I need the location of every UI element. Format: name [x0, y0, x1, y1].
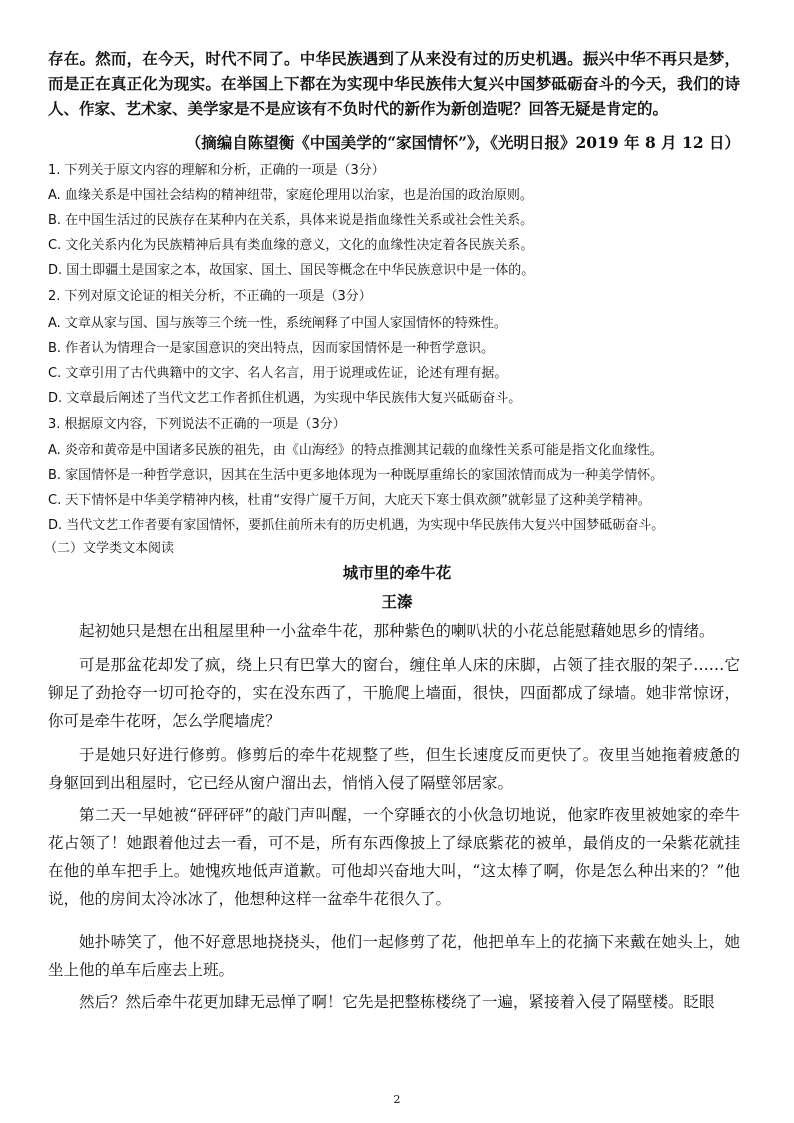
question-2-option-d: D. 文章最后阐述了当代文艺工作者抓住机遇，为实现中华民族伟大复兴砥砺奋斗。 [48, 391, 522, 406]
story-author: 王溱 [381, 592, 413, 611]
question-2-option-c: C. 文章引用了古代典籍中的文字、名人名言，用于说理或佐证，论述有理有据。 [48, 366, 508, 381]
question-1-option-d: D. 国土即疆土是国家之本，故国家、国土、国民等概念在中华民族意识中是一体的。 [48, 263, 535, 278]
source-citation: （摘编自陈望衡《中国美学的“家国情怀”》，《光明日报》2019 年 8 月 12 日） [185, 133, 740, 152]
question-2-option-a: A. 文章从家与国、国与族等三个统一性，系统阐释了中国人家国情怀的特殊性。 [48, 316, 507, 331]
story-paragraph: 起初她只是想在出租屋里种一小盆牵牛花，那种紫色的喇叭状的小花总能慰藉她思乡的情绪。 [79, 622, 715, 640]
question-3-option-d: D. 当代文艺工作者要有家国情怀，要抓住前所未有的历史机遇，为实现中华民族伟大复兴中国梦砥砺奋斗。 [48, 518, 665, 533]
question-2-option-b: B. 作者认为情理合一是家国意识的突出特点，因而家国情怀是一种哲学意识。 [48, 341, 495, 356]
story-title: 城市里的牵牛花 [342, 563, 452, 582]
story-paragraph: 于是她只好进行修剪。修剪后的牵牛花规整了些，但生长速度反而更快了。夜里当她拖着疲惫的身躯回到出租屋时，它已经从窗户溜出去，悄悄入侵了隔壁邻居家。 [48, 746, 740, 792]
question-1-option-c: C. 文化关系内化为民族精神后具有类血缘的意义，文化的血缘性决定着各民族关系。 [48, 238, 534, 253]
page-number: 2 [393, 1093, 401, 1106]
story-paragraph: 第二天一早她被“砰砰砰”的敲门声叫醒，一个穿睡衣的小伙急切地说，他家昨夜里被她家的牵牛花占领了！她跟着他过去一看，可不是，所有东西像披上了绿底紫花的被单，最俏皮的一朵紫花就挂在他的单车把手上。她愧疚地低声道歉。可他却兴奋地大叫，“这太棒了啊，你是怎么种出来的？”他说，他的房间太冷冰冰了，他想种这样一盆牵牛花很久了。 [48, 806, 740, 908]
story-paragraph: 可是那盆花却发了疯，绕上只有巴掌大的窗台，缠住单人床的床脚，占领了挂衣服的架子……它铆足了劲抢夺一切可抢夺的，实在没东西了，干脆爬上墙面，很快，四面都成了绿墙。她非常惊讶，你可是牵牛花呀，怎么学爬墙虎？ [48, 656, 740, 730]
story-paragraph: 然后？然后牵牛花更加肆无忌惮了啊！它先是把整栋楼绕了一遍，紧接着入侵了隔壁楼。眨眼 [79, 993, 715, 1011]
question-3-option-c: C. 天下情怀是中华美学精神内核，杜甫“安得广厦千万间，大庇天下寒士俱欢颜”就彰显了这种美学精神。 [48, 493, 651, 508]
story-paragraph: 她扑哧笑了，他不好意思地挠挠头，他们一起修剪了花，他把单车上的花摘下来戴在她头上，她坐上他的单车后座去上班。 [48, 933, 740, 979]
question-2-stem: 2. 下列对原文论证的相关分析，不正确的一项是（3分） [48, 289, 372, 304]
question-3-stem: 3. 根据原文内容，下列说法不正确的一项是（3分） [48, 417, 346, 432]
question-1-option-a: A. 血缘关系是中国社会结构的精神纽带，家庭伦理用以治家，也是治国的政治原则。 [48, 188, 533, 203]
question-1-option-b: B. 在中国生活过的民族存在某种内在关系，具体来说是指血缘性关系或社会性关系。 [48, 213, 534, 228]
question-3-option-a: A. 炎帝和黄帝是中国诸多民族的祖先，由《山海经》的特点推测其记载的血缘性关系可能是指文化血缘性。 [48, 443, 663, 458]
question-3-option-b: B. 家国情怀是一种哲学意识，因其在生活中更多地体现为一种既厚重绵长的家国浓情而成为一种美学情怀。 [48, 468, 664, 483]
intro-paragraph: 存在。然而，在今天，时代不同了。中华民族遇到了从来没有过的历史机遇。振兴中华不再只是梦，而是正在真正化为现实。在举国上下都在为实现中华民族伟大复兴中国梦砥砺奋斗的今天，我们的诗人、作家、艺术家、美学家是不是应该有不负时代的新作为新创造呢？回答无疑是肯定的。 [48, 49, 740, 118]
question-1-stem: 1. 下列关于原文内容的理解和分析，正确的一项是（3分） [48, 163, 385, 178]
section-heading: （二）文学类文本阅读 [44, 541, 175, 556]
